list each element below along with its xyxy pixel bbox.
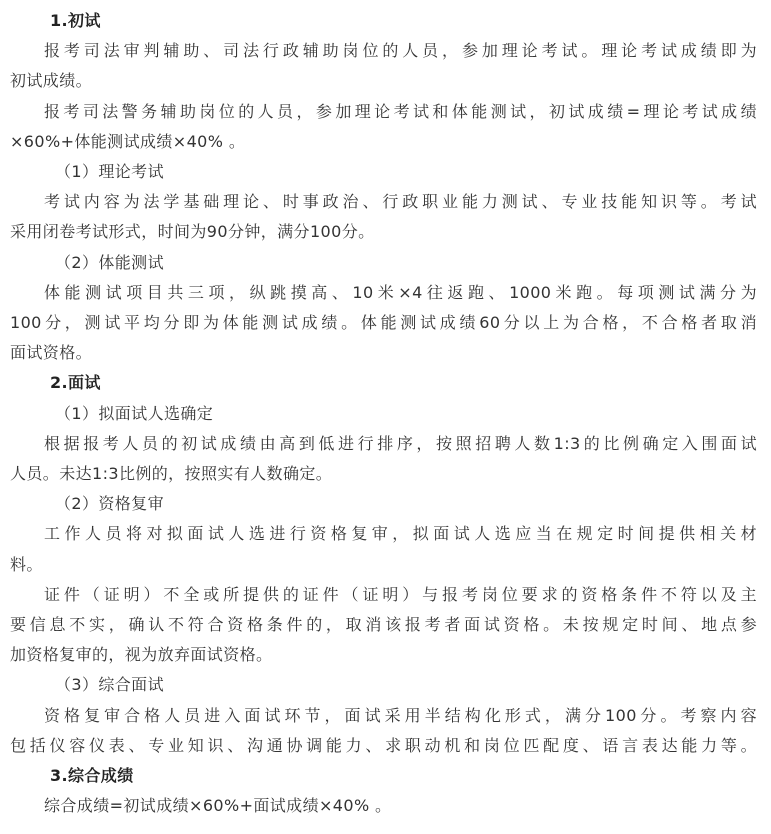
paragraph-line: 根据报考人员的初试成绩由高到低进行排序，按照招聘人数1:3的比例确定入围面试 [44, 433, 757, 453]
subheading-qualification-review: （2）资格复审 [55, 494, 164, 514]
paragraph-line: 初试成绩。 [10, 71, 93, 91]
section-heading-total-score: 3.综合成绩 [50, 766, 134, 786]
paragraph-line: 100分，测试平均分即为体能测试成绩。体能测试成绩60分以上为合格，不合格者取消 [10, 313, 757, 333]
paragraph-line: 采用闭卷考试形式，时间为90分钟，满分100分。 [10, 222, 375, 242]
paragraph-line: 体能测试项目共三项，纵跳摸高、10米×4往返跑、1000米跑。每项测试满分为 [44, 282, 757, 302]
paragraph-line: 报考司法审判辅助、司法行政辅助岗位的人员，参加理论考试。理论考试成绩即为 [44, 41, 757, 61]
paragraph-line: 面试资格。 [10, 343, 93, 363]
paragraph-line: 考试内容为法学基础理论、时事政治、行政职业能力测试、专业技能知识等。考试 [44, 192, 757, 212]
paragraph-line: 工作人员将对拟面试人选进行资格复审，拟面试人选应当在规定时间提供相关材 [44, 524, 757, 544]
paragraph-line: 包括仪容仪表、专业知识、沟通协调能力、求职动机和岗位匹配度、语言表达能力等。 [10, 735, 757, 755]
subheading-comprehensive-interview: （3）综合面试 [55, 675, 164, 695]
paragraph-line: 料。 [10, 554, 43, 574]
paragraph-line: 证件（证明）不全或所提供的证件（证明）与报考岗位要求的资格条件不符以及主 [44, 584, 757, 604]
section-heading-interview: 2.面试 [50, 373, 101, 393]
section-heading-initial-exam: 1.初试 [50, 11, 101, 30]
subheading-physical-test: （2）体能测试 [55, 252, 164, 272]
paragraph-line: 加资格复审的，视为放弃面试资格。 [10, 645, 273, 665]
paragraph-line: 报考司法警务辅助岗位的人员，参加理论考试和体能测试，初试成绩=理论考试成绩 [44, 101, 757, 121]
paragraph-line: 人员。未达1:3比例的，按照实有人数确定。 [10, 464, 333, 484]
paragraph-line: ×60%+体能测试成绩×40% 。 [10, 131, 246, 151]
paragraph-line: 资格复审合格人员进入面试环节，面试采用半结构化形式，满分100分。考察内容 [44, 705, 757, 725]
paragraph-line: 综合成绩=初试成绩×60%+面试成绩×40% 。 [44, 796, 392, 816]
subheading-theory-exam: （1）理论考试 [55, 162, 164, 182]
subheading-candidate-selection: （1）拟面试人选确定 [55, 403, 214, 423]
paragraph-line: 要信息不实，确认不符合资格条件的，取消该报考者面试资格。未按规定时间、地点参 [10, 615, 757, 635]
